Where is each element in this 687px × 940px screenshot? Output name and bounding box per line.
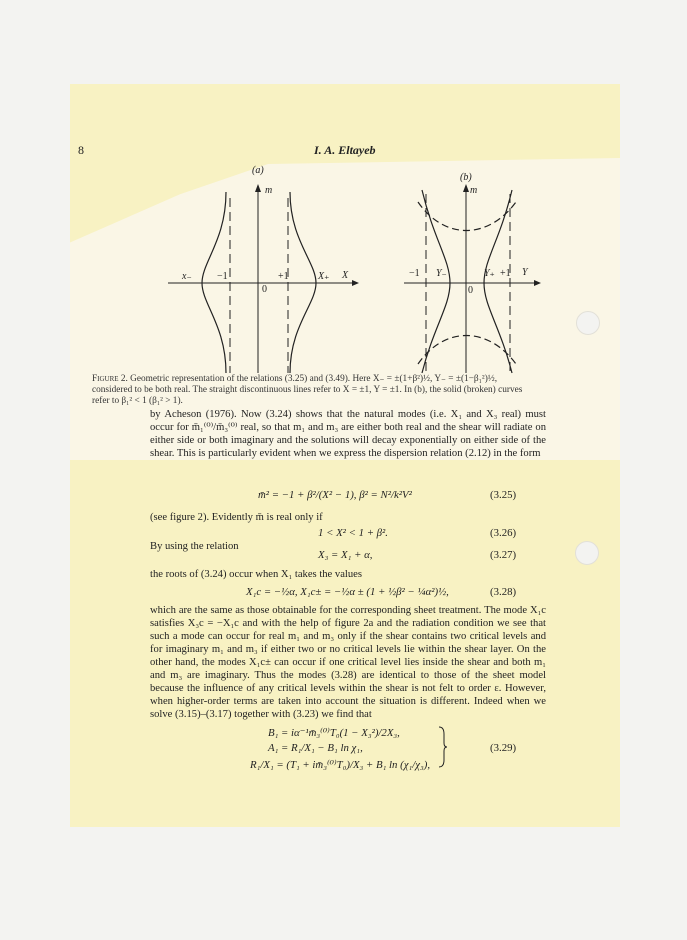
panel-a-x-label: X — [342, 270, 349, 281]
panel-a-plus-one: +1 — [278, 271, 289, 282]
panel-b-plus-one: +1 — [500, 268, 511, 279]
equation-number-3-29: (3.29) — [490, 742, 517, 754]
equation-3-29-brace — [438, 726, 448, 768]
equation-3-29-line-2: A₁ = R₁/X₁ − B₁ ln χ₁, — [268, 742, 363, 754]
panel-a-x-arrow — [352, 280, 359, 286]
paragraph-3: By using the relation — [150, 541, 239, 552]
paragraph-2: (see figure 2). Evidently m̄ is real only if — [150, 512, 323, 523]
figure-caption — [92, 374, 532, 407]
panel-a-origin: 0 — [262, 284, 267, 295]
paragraph-5: which are the same as those obtainable for the corresponding sheet treatment. The mode X₁c satisfies X₃c = −X₁c and with the help of figure 2a and the radiation condition we see that such a mode can occur for real m₁ and m₃ only if the shear contains two critical levels and for imaginary m₁ and m₃ if either two or no critical levels lie within the shear layer. On the other hand, the modes X₁c± can occur if one critical level lies inside the shear and both m₁ and m₃ are imaginary. Thus the modes (3.28) are identical to those of the sheet model because the influence of any critical levels within the shear is not felt to order ε. However, when higher-order terms are taken into account the situation is different. Indeed when we solve (3.15)–(3.17) together with (3.23) we find that — [150, 605, 546, 720]
punch-hole-bottom — [575, 541, 599, 565]
equation-3-29-line-3: R₁/X₁ = (T₁ + im̄₃⁽⁰⁾T₀)/X₃ + B₁ ln (χ₁/χ₃), — [250, 759, 431, 771]
panel-b-minus-one: −1 — [409, 268, 420, 279]
punch-hole-top — [576, 311, 600, 335]
equation-3-25: m̄² = −1 + β²/(X² − 1), β² = N²/k²V² — [258, 489, 412, 501]
paragraph-1: by Acheson (1976). Now (3.24) shows that the natural modes (i.e. X₁ and X₃ real) must occur for m̄₁⁽⁰⁾/m̄₃⁽⁰⁾ real, so that m₁ and m₃ are either both real and the shear will radiate on either side or both imaginary and the solutions will decay exponentially on either side of the shear. This is particularly evident when we express the dispersion relation (2.12) in the form — [150, 409, 546, 459]
panel-b-label: (b) — [460, 172, 472, 183]
panel-b-y-arrow — [463, 184, 469, 192]
panel-b-x-arrow — [534, 280, 541, 286]
running-head-author: I. A. Eltayeb — [314, 143, 376, 157]
equation-number-3-26: (3.26) — [490, 527, 517, 539]
panel-a-label: (a) — [252, 165, 264, 176]
equation-3-29-line-1: B₁ = iα⁻¹m̄₃⁽⁰⁾T₀(1 − X₃²)/2X₃, — [268, 727, 400, 739]
panel-b-left-root: Y₋ — [436, 268, 447, 279]
panel-a-y-arrow — [255, 184, 261, 192]
panel-b-x-label: Y — [522, 267, 528, 278]
panel-b-y-label: m — [470, 185, 478, 196]
panel-b-right-root: Y₊ — [484, 268, 495, 279]
panel-b-plot — [400, 180, 540, 375]
panel-b-origin: 0 — [468, 285, 473, 296]
page-number: 8 — [78, 143, 84, 157]
panel-a-y-label: m — [265, 185, 273, 196]
equation-number-3-28: (3.28) — [490, 586, 517, 598]
equation-number-3-25: (3.25) — [490, 489, 517, 501]
equation-number-3-27: (3.27) — [490, 549, 517, 561]
caption-text: Geometric representation of the relations (3.25) and (3.49). Here X₋ = ±(1+β²)½, Y₋ = ±(1−β₁²)½, considered to be both real. The straight discontinuous lines refer to X = ±1, Y = ±1. In (b), the solid (broken) curves refer to β₁² < 1 (β₁² > 1). — [92, 374, 523, 406]
panel-a-right-root: X₊ — [318, 271, 330, 282]
page-header — [78, 143, 542, 161]
panel-a-minus-one: −1 — [217, 271, 228, 282]
paragraph-4: the roots of (3.24) occur when X₁ takes the values — [150, 569, 362, 580]
caption-label: Figure 2. — [92, 374, 128, 384]
panel-a-left-root: x₋ — [182, 271, 192, 282]
equation-3-26: 1 < X² < 1 + β². — [318, 527, 388, 539]
equation-3-27: X₃ = X₁ + α, — [318, 549, 373, 561]
equation-3-28: X₁c = −½α, X₁c± = −½α ± (1 + ½β² − ¼α²)½, — [246, 586, 449, 598]
